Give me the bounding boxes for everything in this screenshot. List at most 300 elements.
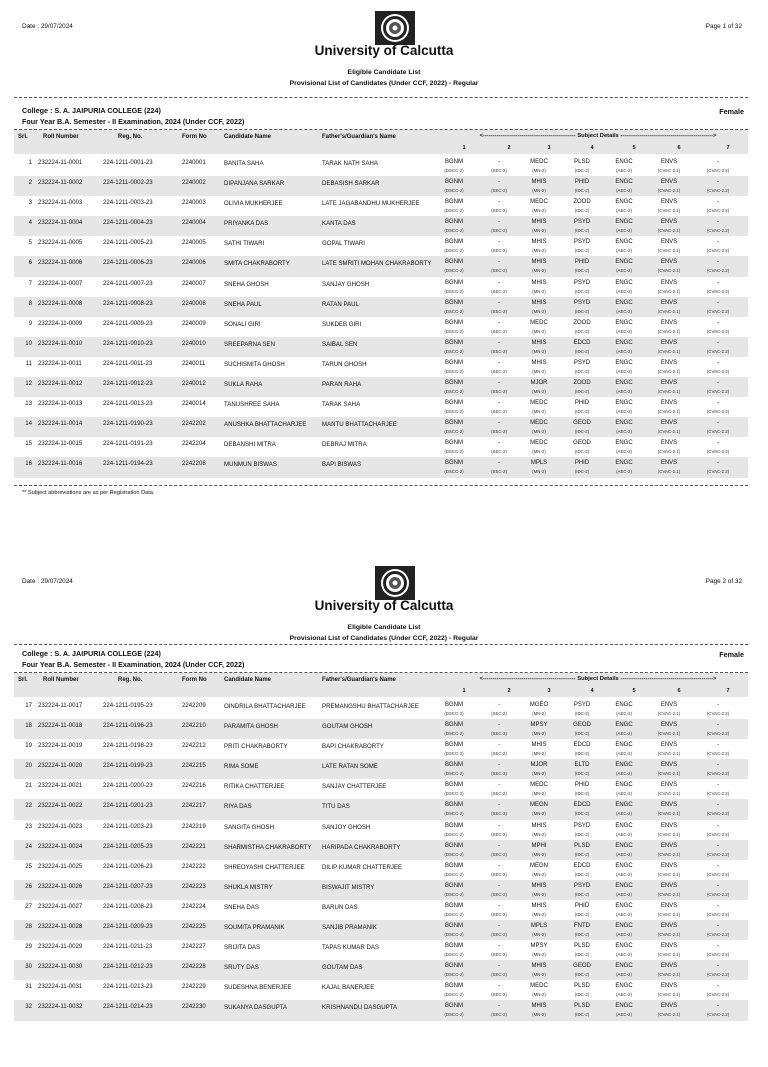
table-row xyxy=(14,236,748,256)
subject-category: (IDC-2) xyxy=(574,791,590,797)
subject-code: - xyxy=(498,219,500,226)
cell-subject-3 xyxy=(517,721,561,737)
subject-category: (CVAC-2.1) xyxy=(657,308,681,314)
header-subj-4: 4 xyxy=(590,145,594,151)
cell-subject-2 xyxy=(477,801,521,817)
subject-code: ENGC xyxy=(615,319,633,326)
subject-code: - xyxy=(498,963,500,970)
subject-category: (AEC-2) xyxy=(616,731,632,737)
subject-category: (IDC-2) xyxy=(574,328,590,334)
cell-roll-number: 232224-11-0032 xyxy=(38,1003,83,1011)
subject-code: - xyxy=(498,882,500,889)
subject-category: (AEC-2) xyxy=(616,368,632,374)
subject-code: BGNM xyxy=(445,742,463,749)
subject-category: (CVAC-2.2) xyxy=(706,449,730,455)
header-guardian: Father's/Guardian's Name xyxy=(322,677,396,683)
cell-roll-number: 232224-11-0007 xyxy=(38,279,83,287)
header-subject-details: <------------------------------------------------ Subject Details ------------------------------------------------> xyxy=(479,133,717,139)
cell-subject-7 xyxy=(696,158,740,174)
cell-subject-1 xyxy=(432,238,476,254)
cell-subject-6 xyxy=(647,882,691,898)
cell-subject-3 xyxy=(517,419,561,435)
subject-code: ENGC xyxy=(615,339,633,346)
table-row xyxy=(14,960,748,980)
cell-subject-7 xyxy=(696,781,740,797)
cell-subject-2 xyxy=(477,379,521,395)
subject-code: BGNM xyxy=(445,440,463,447)
subject-code: MGEO xyxy=(529,702,549,708)
cell-reg-number: 224-1211-0001-23 xyxy=(103,159,153,166)
subject-category: (CVAC-2.2) xyxy=(706,348,730,354)
subject-category: (IDC-2) xyxy=(574,389,590,395)
subject-category: (MN-2) xyxy=(532,228,546,234)
cell-subject-3 xyxy=(517,359,561,375)
subject-category: (IDC-2) xyxy=(574,308,590,314)
subject-category: (DSCC-2) xyxy=(444,731,464,737)
subject-code: ZOOD xyxy=(573,199,591,206)
cell-roll-number: 232224-11-0006 xyxy=(38,259,83,267)
cell-guardian-name: LATE RATAN SOME xyxy=(322,763,378,771)
subject-code: ENVS xyxy=(660,862,678,869)
cell-subject-7 xyxy=(696,238,740,254)
table-row xyxy=(14,337,748,357)
cell-subject-1 xyxy=(432,1002,476,1018)
table-row xyxy=(14,196,748,216)
subject-code: MEDC xyxy=(530,782,548,789)
cell-srl: 3 xyxy=(28,199,32,207)
cell-reg-number: 224-1211-0003-23 xyxy=(103,199,153,207)
subject-category: (IDC-2) xyxy=(574,368,590,374)
cell-subject-7 xyxy=(696,339,740,355)
subject-category: (MN-2) xyxy=(532,449,546,455)
cell-subject-1 xyxy=(432,439,476,455)
subject-category: (DSCC-2) xyxy=(444,168,464,173)
cell-subject-4 xyxy=(560,299,604,315)
cell-subject-5 xyxy=(602,801,646,817)
subject-category: (AEC-2) xyxy=(616,751,632,757)
subject-code: PHID xyxy=(574,460,590,467)
cell-form-number: 2240014 xyxy=(182,400,206,408)
subject-category: (DSCC-2) xyxy=(444,711,464,716)
subject-code: BGNM xyxy=(445,299,463,306)
cell-subject-6 xyxy=(647,238,691,254)
cell-subject-2 xyxy=(477,741,521,757)
subject-category: (SEC-2) xyxy=(491,248,507,254)
subject-category: (MN-2) xyxy=(532,932,546,938)
subject-category: (IDC-2) xyxy=(574,992,590,998)
subject-category: (AEC-2) xyxy=(616,288,632,294)
subject-code: - xyxy=(717,339,719,346)
cell-subject-5 xyxy=(602,862,646,878)
cell-guardian-name: PARAN RAHA xyxy=(322,381,362,389)
cell-subject-4 xyxy=(560,399,604,415)
cell-candidate-name: SNEHA DAS xyxy=(224,903,259,911)
cell-subject-5 xyxy=(602,419,646,435)
subject-code: GEOD xyxy=(573,722,591,729)
subject-code: - xyxy=(717,983,719,990)
subject-category: (CVAC-2.2) xyxy=(706,208,730,214)
subject-category: (DSCC-2) xyxy=(444,972,464,978)
cell-roll-number: 232224-11-0014 xyxy=(38,420,83,428)
header-form: Form No xyxy=(182,677,207,683)
subject-category: (CVAC-2.1) xyxy=(657,368,681,374)
subject-category: (DSCC-2) xyxy=(444,248,464,254)
subject-code: PSYD xyxy=(573,702,591,708)
subject-category: (MN-2) xyxy=(532,168,546,173)
cell-subject-3 xyxy=(517,439,561,455)
subject-code: ENVS xyxy=(660,802,678,809)
cell-subject-2 xyxy=(477,902,521,918)
cell-candidate-name: SUCHISMITA GHOSH xyxy=(224,360,285,368)
cell-srl: 14 xyxy=(25,420,32,428)
cell-subject-4 xyxy=(560,862,604,878)
cell-subject-1 xyxy=(432,922,476,938)
cell-subject-2 xyxy=(477,178,521,194)
cell-subject-1 xyxy=(432,982,476,998)
subject-category: (SEC-2) xyxy=(491,368,507,374)
cell-candidate-name: SANGITA GHOSH xyxy=(224,823,274,831)
cell-subject-7 xyxy=(696,459,740,475)
subject-code: PSYD xyxy=(573,882,591,889)
subject-code: - xyxy=(717,923,719,930)
subject-code: ENVS xyxy=(660,219,678,226)
subject-code: MPLS xyxy=(530,923,548,930)
cell-subject-1 xyxy=(432,399,476,415)
subject-code: ENVS xyxy=(660,842,678,849)
cell-guardian-name: GOPAL TIWARI xyxy=(322,240,366,248)
cell-subject-3 xyxy=(517,882,561,898)
cell-guardian-name: BISWAJIT MISTRY xyxy=(322,883,375,891)
cell-guardian-name: TARUN GHOSH xyxy=(322,360,367,368)
cell-subject-2 xyxy=(477,942,521,958)
subject-code: - xyxy=(717,380,719,387)
cell-subject-3 xyxy=(517,158,561,174)
cell-guardian-name: TARAK NATH SAHA xyxy=(322,160,378,167)
subject-code: - xyxy=(717,179,719,186)
subject-category: (AEC-2) xyxy=(616,932,632,938)
subject-category: (CVAC-2.1) xyxy=(657,389,681,395)
subject-category: (AEC-2) xyxy=(616,449,632,455)
cell-srl: 7 xyxy=(28,279,32,287)
subject-category: (IDC-2) xyxy=(574,751,590,757)
subject-category: (CVAC-2.1) xyxy=(657,711,681,716)
table-row xyxy=(14,156,748,176)
cell-guardian-name: LATE JAGABANDHU MUKHERJEE xyxy=(322,200,420,208)
cell-subject-1 xyxy=(432,379,476,395)
subject-code: - xyxy=(498,702,500,708)
subject-category: (CVAC-2.1) xyxy=(657,288,681,294)
subject-code: MEGN xyxy=(530,862,548,869)
cell-srl: 6 xyxy=(28,259,32,267)
cell-reg-number: 224-1211-0009-23 xyxy=(103,319,153,327)
cell-subject-4 xyxy=(560,962,604,978)
cell-reg-number: 224-1211-0196-23 xyxy=(103,722,153,730)
subject-category: (IDC-2) xyxy=(574,711,590,716)
subject-category: (CVAC-2.2) xyxy=(706,952,730,958)
cell-srl: 2 xyxy=(28,179,32,187)
subject-code: MEDC xyxy=(530,319,548,326)
subject-category: (DSCC-2) xyxy=(444,308,464,314)
cell-reg-number: 224-1211-0201-23 xyxy=(103,802,153,810)
cell-roll-number: 232224-11-0023 xyxy=(38,822,83,830)
cell-srl: 30 xyxy=(25,963,32,971)
cell-candidate-name: SATHI TIWARI xyxy=(224,240,265,248)
subject-code: - xyxy=(498,923,500,930)
subject-category: (DSCC-2) xyxy=(444,771,464,777)
subject-category: (DSCC-2) xyxy=(444,911,464,917)
cell-candidate-name: SMITA CHAKRABORTY xyxy=(224,260,290,268)
subject-code: PHID xyxy=(574,782,590,789)
cell-candidate-name: SUKLA RAHA xyxy=(224,381,263,389)
print-date: Date : 29/07/2024 xyxy=(22,578,73,585)
cell-subject-7 xyxy=(696,178,740,194)
cell-srl: 15 xyxy=(25,440,32,448)
subject-code: BGNM xyxy=(445,963,463,970)
subject-category: (SEC-2) xyxy=(491,831,507,837)
subject-code: - xyxy=(717,943,719,950)
cell-subject-7 xyxy=(696,359,740,375)
cell-subject-7 xyxy=(696,862,740,878)
cell-subject-3 xyxy=(517,842,561,858)
list-subtitle: Provisional List of Candidates (Under CCF, 2022) - Regular xyxy=(289,80,479,87)
subject-code: ENGC xyxy=(615,882,633,889)
subject-category: (DSCC-2) xyxy=(444,228,464,234)
subject-code: ENVS xyxy=(660,199,678,206)
subject-category: (AEC-2) xyxy=(616,952,632,958)
cell-roll-number: 232224-11-0029 xyxy=(38,943,83,951)
subject-category: (CVAC-2.2) xyxy=(706,168,730,173)
cell-guardian-name: PREMANGSHU BHATTACHARJEE xyxy=(322,703,419,710)
cell-subject-1 xyxy=(432,258,476,274)
subject-category: (SEC-2) xyxy=(491,449,507,455)
subject-code: ENVS xyxy=(660,259,678,266)
table-row xyxy=(14,377,748,397)
subject-category: (IDC-2) xyxy=(574,1012,590,1018)
subject-category: (AEC-2) xyxy=(616,1012,632,1018)
cell-roll-number: 232224-11-0010 xyxy=(38,339,83,347)
subject-code: ENVS xyxy=(660,1003,678,1010)
subject-category: (AEC-2) xyxy=(616,248,632,254)
subject-code: - xyxy=(498,1003,500,1010)
cell-subject-6 xyxy=(647,741,691,757)
subject-category: (CVAC-2.2) xyxy=(706,308,730,314)
cell-candidate-name: MUNMUN BISWAS xyxy=(224,461,277,469)
cell-form-number: 2242219 xyxy=(182,822,206,830)
subject-category: (CVAC-2.2) xyxy=(706,911,730,917)
subject-code: ENVS xyxy=(660,159,678,165)
subject-code: ENVS xyxy=(660,943,678,950)
cell-srl: 12 xyxy=(25,380,32,388)
subject-category: (AEC-2) xyxy=(616,429,632,435)
subject-category: (CVAC-2.2) xyxy=(706,831,730,837)
cell-subject-3 xyxy=(517,238,561,254)
header-srl: Srl. xyxy=(18,677,28,683)
subject-code: MHIS xyxy=(531,822,547,829)
subject-category: (CVAC-2.2) xyxy=(706,1012,730,1018)
subject-category: (MN-2) xyxy=(532,288,546,294)
subject-category: (MN-2) xyxy=(532,911,546,917)
cell-subject-5 xyxy=(602,902,646,918)
table-row xyxy=(14,900,748,920)
subject-code: PHID xyxy=(574,179,590,186)
subject-code: MHIS xyxy=(531,279,547,286)
subject-code: BGNM xyxy=(445,159,463,165)
page-number: Page 1 of 32 xyxy=(705,23,742,30)
subject-code: PHID xyxy=(574,400,590,407)
cell-roll-number: 232224-11-0024 xyxy=(38,842,83,850)
cell-subject-6 xyxy=(647,902,691,918)
table-row xyxy=(14,820,748,840)
subject-code: BGNM xyxy=(445,762,463,769)
cell-candidate-name: OLIVIA MUKHERJEE xyxy=(224,200,283,208)
subject-category: (MN-2) xyxy=(532,751,546,757)
cell-reg-number: 224-1211-0008-23 xyxy=(103,299,153,307)
subject-code: PHID xyxy=(574,902,590,909)
cell-subject-6 xyxy=(647,359,691,375)
subject-category: (DSCC-2) xyxy=(444,288,464,294)
header-subj-5: 5 xyxy=(632,688,636,694)
subject-category: (DSCC-2) xyxy=(444,831,464,837)
subject-category: (AEC-2) xyxy=(616,871,632,877)
subject-code: - xyxy=(498,259,500,266)
cell-subject-4 xyxy=(560,258,604,274)
cell-roll-number: 232224-11-0028 xyxy=(38,923,83,931)
subject-category: (CVAC-2.1) xyxy=(657,932,681,938)
subject-category: (CVAC-2.2) xyxy=(706,288,730,294)
university-seal-icon xyxy=(375,11,415,45)
subject-category: (AEC-2) xyxy=(616,771,632,777)
cell-candidate-name: DEBANSHI MITRA xyxy=(224,441,276,449)
cell-subject-5 xyxy=(602,781,646,797)
subject-category: (IDC-2) xyxy=(574,188,590,194)
subject-code: ENVS xyxy=(660,782,678,789)
subject-category: (AEC-2) xyxy=(616,972,632,978)
subject-code: ENGC xyxy=(615,279,633,286)
subject-category: (CVAC-2.1) xyxy=(657,972,681,978)
subject-category: (SEC-2) xyxy=(491,429,507,435)
subject-category: (AEC-2) xyxy=(616,348,632,354)
subject-code: ENGC xyxy=(615,420,633,427)
subject-code: ENGC xyxy=(615,902,633,909)
subject-code: ENGC xyxy=(615,440,633,447)
subject-code: BGNM xyxy=(445,239,463,246)
subject-code: ENVS xyxy=(660,902,678,909)
cell-subject-2 xyxy=(477,862,521,878)
cell-subject-7 xyxy=(696,279,740,295)
cell-candidate-name: OINDRILA BHATTACHARJEE xyxy=(224,703,306,710)
cell-candidate-name: DIPANJANA SARKAR xyxy=(224,180,285,188)
footnote: ** Subject abbreviations are as per Registration Data. xyxy=(22,490,155,496)
subject-category: (SEC-2) xyxy=(491,308,507,314)
cell-candidate-name: TANUSHREE SAHA xyxy=(224,401,280,409)
subject-category: (CVAC-2.1) xyxy=(657,791,681,797)
cell-form-number: 2240005 xyxy=(182,239,206,247)
cell-subject-3 xyxy=(517,258,561,274)
cell-roll-number: 232224-11-0027 xyxy=(38,902,83,910)
table-row xyxy=(14,437,748,457)
cell-subject-6 xyxy=(647,942,691,958)
cell-subject-6 xyxy=(647,279,691,295)
cell-subject-4 xyxy=(560,942,604,958)
cell-subject-1 xyxy=(432,158,476,174)
cell-reg-number: 224-1211-0013-23 xyxy=(103,400,153,408)
cell-subject-7 xyxy=(696,198,740,214)
subject-category: (CVAC-2.2) xyxy=(706,932,730,938)
subject-code: BGNM xyxy=(445,279,463,286)
subject-category: (CVAC-2.1) xyxy=(657,911,681,917)
cell-subject-6 xyxy=(647,1002,691,1018)
cell-subject-2 xyxy=(477,258,521,274)
cell-reg-number: 224-1211-0214-23 xyxy=(103,1003,153,1011)
subject-category: (SEC-2) xyxy=(491,992,507,998)
subject-category: (DSCC-2) xyxy=(444,208,464,214)
cell-subject-3 xyxy=(517,962,561,978)
cell-form-number: 2242216 xyxy=(182,782,206,790)
subject-category: (SEC-2) xyxy=(491,288,507,294)
cell-subject-4 xyxy=(560,218,604,234)
cell-roll-number: 232224-11-0004 xyxy=(38,219,83,227)
subject-code: - xyxy=(717,702,719,708)
cell-subject-7 xyxy=(696,439,740,455)
subject-category: (CVAC-2.1) xyxy=(657,871,681,877)
cell-subject-6 xyxy=(647,459,691,475)
subject-code: - xyxy=(717,902,719,909)
table-row xyxy=(14,799,748,819)
cell-subject-2 xyxy=(477,822,521,838)
cell-reg-number: 224-1211-0207-23 xyxy=(103,882,153,890)
subject-code: ENVS xyxy=(660,702,678,708)
subject-category: (DSCC-2) xyxy=(444,811,464,817)
cell-subject-6 xyxy=(647,419,691,435)
cell-srl: 21 xyxy=(25,782,32,790)
cell-guardian-name: KRISHNANDU DASGUPTA xyxy=(322,1004,398,1012)
cell-guardian-name: GOUTAM DAS xyxy=(322,964,363,972)
cell-srl: 16 xyxy=(25,460,32,468)
subject-category: (CVAC-2.1) xyxy=(657,328,681,334)
subject-category: (SEC-2) xyxy=(491,891,507,897)
subject-category: (CVAC-2.2) xyxy=(706,871,730,877)
subject-category: (IDC-2) xyxy=(574,731,590,737)
subject-category: (MN-2) xyxy=(532,771,546,777)
subject-category: (CVAC-2.1) xyxy=(657,731,681,737)
subject-category: (AEC-2) xyxy=(616,409,632,415)
cell-candidate-name: SRIJITA DAS xyxy=(224,944,261,952)
cell-subject-7 xyxy=(696,942,740,958)
cell-guardian-name: SANJOY GHOSH xyxy=(322,823,371,831)
cell-roll-number: 232224-11-0012 xyxy=(38,380,83,388)
subject-code: PSYD xyxy=(573,219,591,226)
cell-candidate-name: RIMA SOME xyxy=(224,763,259,771)
cell-subject-5 xyxy=(602,218,646,234)
cell-subject-4 xyxy=(560,882,604,898)
cell-subject-6 xyxy=(647,962,691,978)
cell-srl: 31 xyxy=(25,983,32,991)
cell-reg-number: 224-1211-0212-23 xyxy=(103,963,153,971)
college-name: College : S. A. JAIPURIA COLLEGE (224) xyxy=(22,649,161,658)
header-srl: Srl. xyxy=(18,134,28,140)
table-row xyxy=(14,840,748,860)
cell-roll-number: 232224-11-0025 xyxy=(38,862,83,870)
cell-candidate-name: PARAMITA GHOSH xyxy=(224,723,278,731)
cell-srl: 28 xyxy=(25,923,32,931)
subject-category: (MN-2) xyxy=(532,952,546,958)
cell-srl: 1 xyxy=(28,159,32,166)
cell-roll-number: 232224-11-0017 xyxy=(38,702,83,709)
cell-guardian-name: DILIP KUMAR CHATTERJEE xyxy=(322,863,403,871)
cell-subject-1 xyxy=(432,862,476,878)
subject-code: ENGC xyxy=(615,963,633,970)
subject-code: ENGC xyxy=(615,842,633,849)
